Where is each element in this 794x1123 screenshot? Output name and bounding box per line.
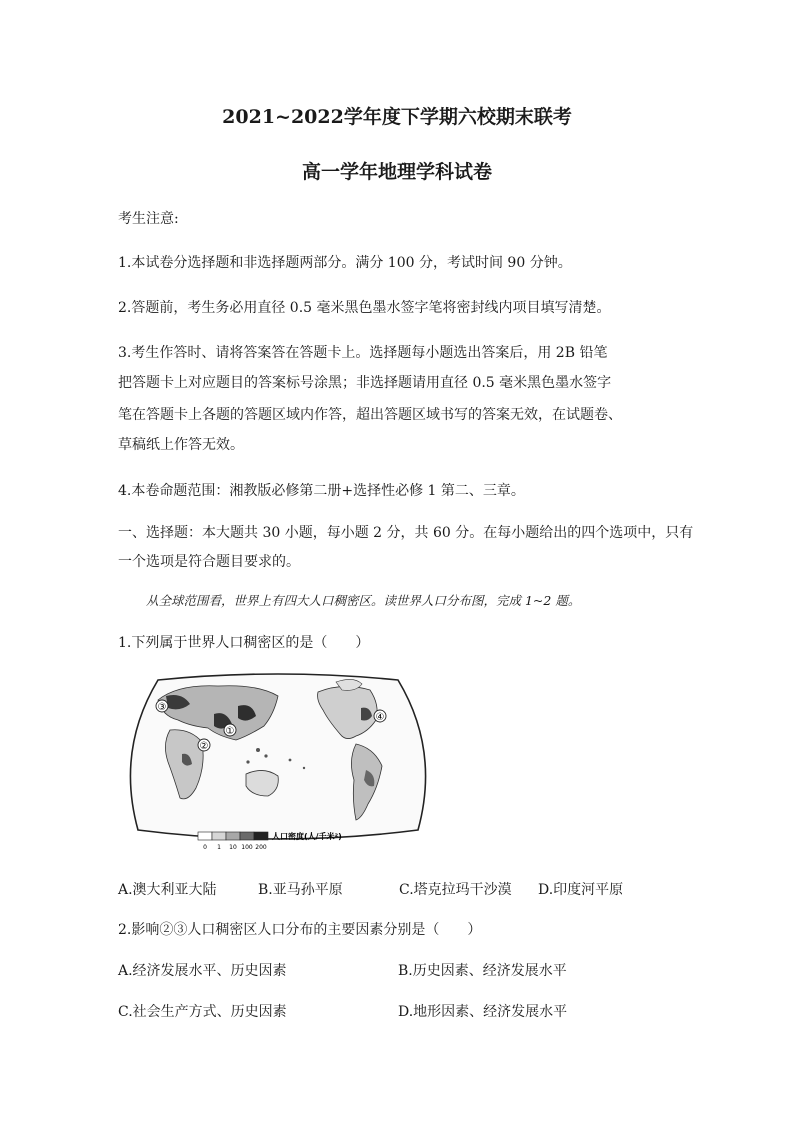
island-dot xyxy=(303,767,305,769)
notice-item-4: 4.本卷命题范围：湘教版必修第二册+选择性必修 1 第二、三章。 xyxy=(118,483,525,499)
map-graphic xyxy=(118,670,438,860)
question-1-option-a: A.澳大利亚大陆 xyxy=(118,882,217,898)
question-1-stem: 1.下列属于世界人口稠密区的是（ ） xyxy=(118,635,370,651)
island-dot xyxy=(256,748,260,752)
question-2-option-d: D.地形因素、经济发展水平 xyxy=(398,1004,568,1020)
notice-item-3-line-3: 笔在答题卡上各题的答题区域内作答，超出答题区域书写的答案无效，在试题卷、 xyxy=(118,407,622,423)
legend-tick: 1 xyxy=(217,844,221,851)
island-dot xyxy=(246,760,249,763)
legend-swatch xyxy=(212,832,226,840)
legend-swatch xyxy=(198,832,212,840)
marker-1-label: ① xyxy=(225,726,235,737)
marker-2-label: ② xyxy=(199,741,209,752)
section-heading-line-2: 一个选项是符合题目要求的。 xyxy=(118,554,300,570)
question-2-stem: 2.影响②③人口稠密区人口分布的主要因素分别是（ ） xyxy=(118,922,482,938)
notice-item-3-line-4: 草稿纸上作答无效。 xyxy=(118,437,244,453)
notice-item-1: 1.本试卷分选择题和非选择题两部分。满分 100 分，考试时间 90 分钟。 xyxy=(118,255,572,271)
marker-3-label: ③ xyxy=(157,702,167,713)
exam-subtitle: 高一学年地理学科试卷 xyxy=(301,161,492,183)
legend-tick: 200 xyxy=(255,844,267,851)
question-2-option-b: B.历史因素、经济发展水平 xyxy=(398,963,567,979)
notice-item-3-line-1: 3.考生作答时、请将答案答在答题卡上。选择题每小题选出答案后，用 2B 铅笔 xyxy=(118,345,608,361)
island-dot xyxy=(264,754,267,757)
legend-swatch xyxy=(240,832,254,840)
legend-tick: 100 xyxy=(241,844,253,851)
marker-4-label: ④ xyxy=(375,712,385,723)
notice-heading: 考生注意: xyxy=(118,211,179,227)
legend-swatch xyxy=(254,832,268,840)
question-1-option-d: D.印度河平原 xyxy=(538,882,624,898)
legend-title: 人口密度(人/千米²) xyxy=(272,832,342,841)
island-dot xyxy=(289,759,292,762)
legend-tick: 10 xyxy=(229,844,237,851)
notice-item-3-line-2: 把答题卡上对应题目的答案标号涂黑；非选择题请用直径 0.5 毫米黑色墨水签字 xyxy=(118,375,612,391)
section-heading-line-1: 一、选择题：本大题共 30 小题，每小题 2 分，共 60 分。在每小题给出的四个选项中，只有 xyxy=(118,525,694,541)
question-2-option-a: A.经济发展水平、历史因素 xyxy=(118,963,287,979)
legend-swatch xyxy=(226,832,240,840)
world-population-map xyxy=(118,670,438,860)
legend-tick: 0 xyxy=(203,844,207,851)
notice-item-2: 2.答题前，考生务必用直径 0.5 毫米黑色墨水签字笔将密封线内项目填写清楚。 xyxy=(118,300,611,316)
question-1-option-b: B.亚马孙平原 xyxy=(258,882,343,898)
question-1-option-c: C.塔克拉玛干沙漠 xyxy=(399,882,512,898)
exam-title: 2021~2022学年度下学期六校期末联考 xyxy=(222,106,572,128)
question-2-option-c: C.社会生产方式、历史因素 xyxy=(118,1004,287,1020)
question-intro: 从全球范围看，世界上有四大人口稠密区。读世界人口分布图，完成 1~2 题。 xyxy=(146,593,581,608)
